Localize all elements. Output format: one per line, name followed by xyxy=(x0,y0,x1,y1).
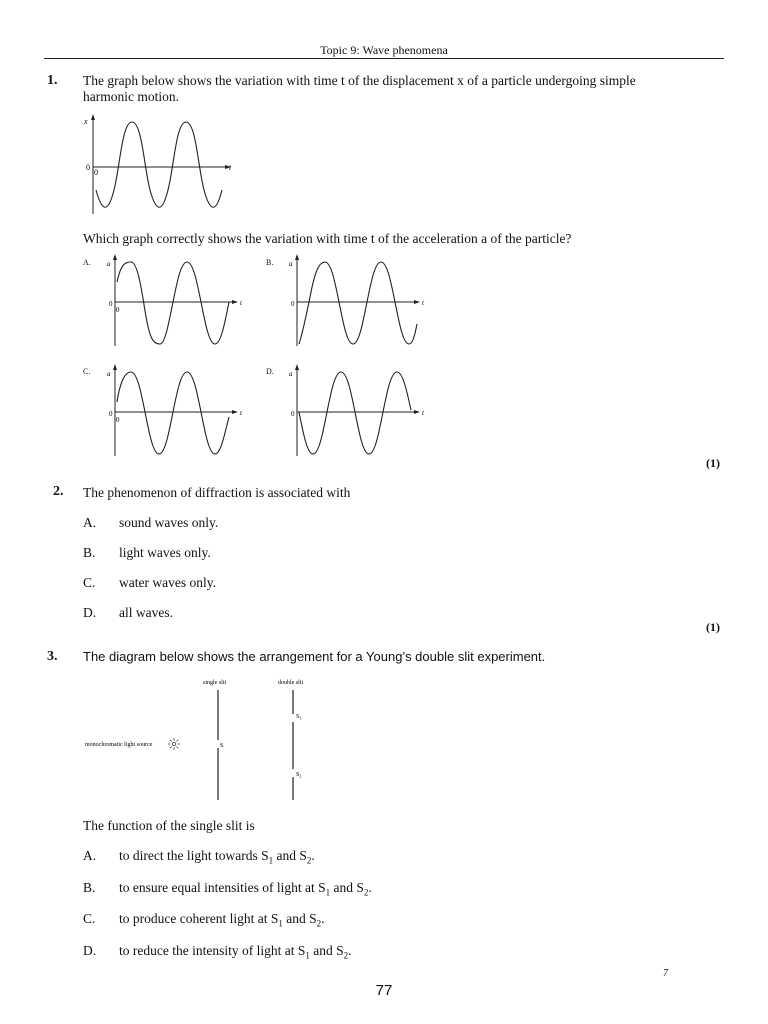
q1-graph-origin: 0 xyxy=(86,163,90,172)
q1-option-c-curve xyxy=(117,372,229,454)
q2-option-b-text: light waves only. xyxy=(119,545,211,560)
q1-option-d-origin: 0 xyxy=(291,410,295,418)
q1-graph-y-label: x xyxy=(84,117,88,126)
q2-number: 2. xyxy=(53,484,64,499)
q2-option-d-letter: D. xyxy=(83,605,97,620)
slit-s2-label: $S_2$ xyxy=(296,772,302,779)
q3-option-d-text: to reduce the intensity of light at $S_1$ and $S_2$. xyxy=(119,943,352,961)
q2-option-d-text: all waves. xyxy=(119,605,173,620)
q2-mark: (1) xyxy=(706,620,720,634)
q3-option-c-text: to produce coherent light at $S_1$ and $S_2$. xyxy=(119,911,325,929)
q3-option-b-letter: B. xyxy=(83,880,96,895)
q1-option-d-letter: D. xyxy=(266,367,274,376)
q1-graph-origin2: 0 xyxy=(94,168,98,177)
q3-option-a-text: to direct the light towards $S_1$ and $S_2$. xyxy=(119,848,315,866)
q3-stem: The diagram below shows the arrangement for a Young’s double slit experiment. xyxy=(83,649,546,664)
q1-option-a-y-label: a xyxy=(107,260,111,268)
q1-graph-x-label: t xyxy=(229,163,232,172)
q2-option-b-letter: B. xyxy=(83,545,96,560)
light-source-label: monochromatic light source xyxy=(85,742,153,748)
q2-option-c-letter: C. xyxy=(83,575,96,590)
q1-option-d-x-label: t xyxy=(422,409,424,417)
q2-option-a-text: sound waves only. xyxy=(119,515,219,530)
q1-option-a-origin2: 0 xyxy=(116,306,120,314)
q1-stem-line2: harmonic motion. xyxy=(83,89,179,104)
q2-stem: The phenomenon of diffraction is associated with xyxy=(83,485,351,500)
q1-option-c-origin: 0 xyxy=(109,410,113,418)
q1-option-c-graph xyxy=(105,362,250,460)
q1-option-a-origin: 0 xyxy=(109,300,113,308)
double-slit-label: double slit xyxy=(278,680,304,686)
q3-number: 3. xyxy=(47,649,58,664)
q3-option-d-letter: D. xyxy=(83,943,97,958)
q1-option-b-curve xyxy=(299,262,417,344)
slit-s1-label: $S_1$ xyxy=(296,714,302,721)
q3-option-a-letter: A. xyxy=(83,848,97,863)
q1-option-b-x-label: t xyxy=(422,299,424,307)
q2-option-c-text: water waves only. xyxy=(119,575,216,590)
q1-displacement-graph xyxy=(80,112,240,218)
single-slit-label: single slit xyxy=(203,680,227,686)
q1-option-d-graph xyxy=(287,362,432,460)
q1-option-a-curve xyxy=(117,262,229,344)
page-header-title: Topic 9: Wave phenomena xyxy=(320,43,448,57)
q1-option-d-curve xyxy=(299,372,411,454)
q1-option-b-origin: 0 xyxy=(291,300,295,308)
footer-corner-mark: 7 xyxy=(663,968,668,979)
q1-option-c-letter: C. xyxy=(83,367,91,376)
q1-option-c-x-label: t xyxy=(240,409,242,417)
q3-question: The function of the single slit is xyxy=(83,818,255,833)
q3-option-c-letter: C. xyxy=(83,911,96,926)
page-number: 77 xyxy=(375,982,393,999)
q1-question: Which graph correctly shows the variation with time t of the acceleration a of the particle? xyxy=(83,231,572,246)
q3-option-b-text: to ensure equal intensities of light at $S_1$ and $S_2$. xyxy=(119,880,372,898)
q1-stem-line1: The graph below shows the variation with time t of the displacement x of a particle undergoing simple xyxy=(83,73,636,88)
q1-number: 1. xyxy=(47,73,58,88)
q1-option-a-x-label: t xyxy=(240,299,242,307)
light-source-icon xyxy=(168,738,180,750)
header-rule xyxy=(44,58,724,59)
q1-option-b-y-label: a xyxy=(289,260,293,268)
q1-option-b-graph xyxy=(287,252,432,350)
q1-option-c-y-label: a xyxy=(107,370,111,378)
q1-option-d-y-label: a xyxy=(289,370,293,378)
q2-option-a-letter: A. xyxy=(83,515,97,530)
slit-s-label: S xyxy=(220,743,224,749)
q1-graph-curve xyxy=(96,122,222,207)
q1-option-a-graph xyxy=(105,252,250,350)
q3-double-slit-diagram xyxy=(80,672,360,807)
q1-option-c-origin2: 0 xyxy=(116,416,120,424)
q1-option-b-letter: B. xyxy=(266,258,274,267)
q1-mark: (1) xyxy=(706,456,720,470)
q1-option-a-letter: A. xyxy=(83,258,91,267)
